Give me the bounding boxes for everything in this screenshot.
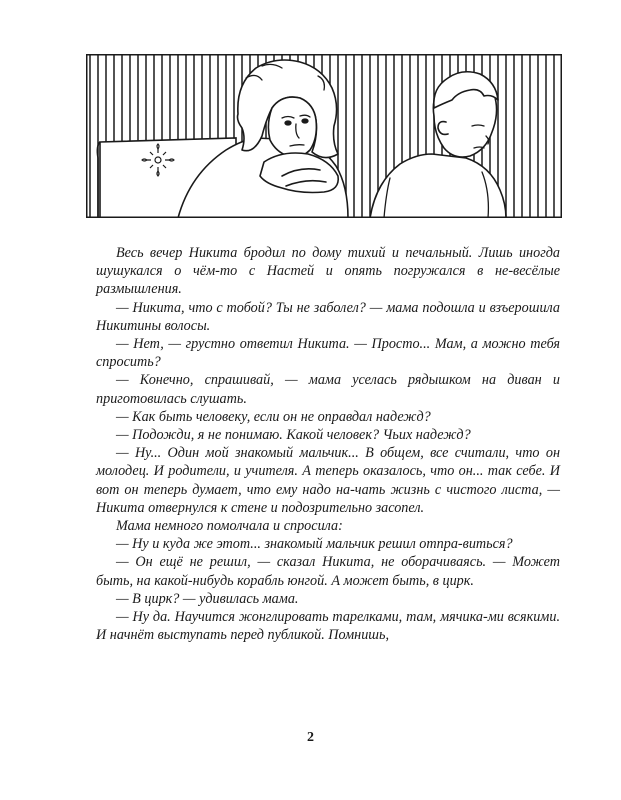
story-text [96,244,560,644]
paragraph: — Конечно, спрашивай, — мама уселась рядышком на диван и приготовилась слушать. [96,372,560,407]
paragraph: Мама немного помолчала и спросила: [116,518,343,535]
paragraph: Весь вечер Никита бродил по дому тихий и печальный. Лишь иногда шушукался о чём-то с Настей и опять погружался в не-весёлые размышления. [96,245,560,298]
paragraph: — Он ещё не решил, — сказал Никита, не оборачиваясь. — Может быть, на какой-нибудь корабль юнгой. А может быть, в цирк. [96,554,560,589]
paragraph: — Никита, что с тобой? Ты не заболел? — мама подошла и взъерошила Никитины волосы. [96,299,560,334]
illustration-mother-and-boy [86,54,562,218]
paragraph: — Ну да. Научится жонглировать тарелками, там, мячика-ми всякими. И начнёт выступать перед публикой. Помнишь, [96,609,560,644]
page-number: 2 [307,730,314,745]
paragraph: — Ну... Один мой знакомый мальчик... В общем, все считали, что он молодец. И родители, и учителя. А теперь оказалось, что он... так себе. И вот он теперь думает, что ему надо на-чать жизнь с чистого листа, — Никита отвернулся к стене и подозрительно засопел. [96,445,560,516]
paragraph: — В цирк? — удивилась мама. [116,590,299,607]
illustration-icon [86,54,562,218]
paragraph: — Нет, — грустно ответил Никита. — Просто... Мам, а можно тебя спросить? [96,336,560,371]
paragraph: — Ну и куда же этот... знакомый мальчик решил отпра-виться? [116,536,513,553]
paragraph: — Подожди, я не понимаю. Какой человек? Чьих надежд? [116,427,471,444]
paragraph: — Как быть человеку, если он не оправдал надежд? [116,408,431,425]
